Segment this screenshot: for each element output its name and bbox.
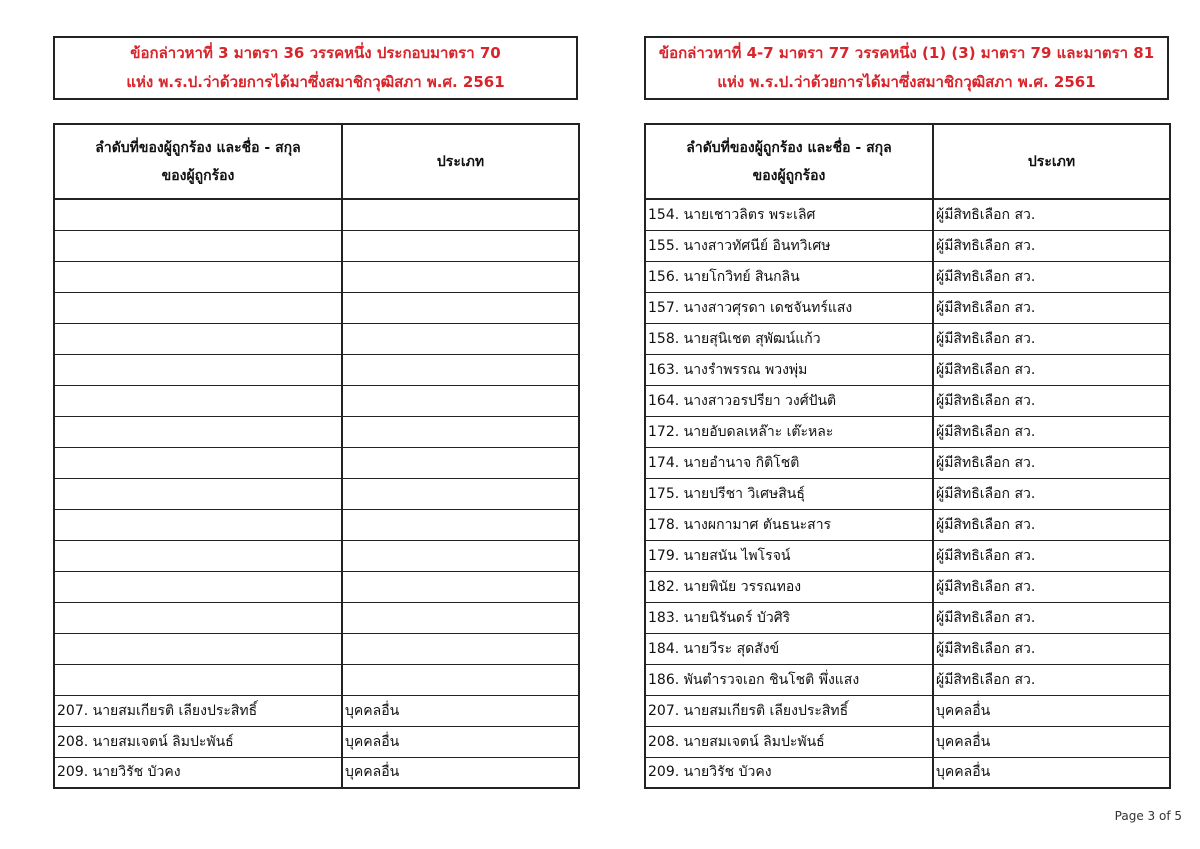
- left-title-line1: ข้อกล่าวหาที่ 3 มาตรา 36 วรรคหนึ่ง ประกอบมาตรา 70: [130, 44, 501, 62]
- table-row: [54, 323, 579, 354]
- table-row: [645, 323, 1170, 354]
- respondent-name-cell: [54, 292, 342, 323]
- header-name-line1: ลำดับที่ของผู้ถูกร้อง และชื่อ - สกุล: [95, 139, 301, 156]
- table-row: [645, 540, 1170, 571]
- respondent-type-cell: ผู้มีสิทธิเลือก สว.: [933, 230, 1170, 261]
- respondent-type-cell: ผู้มีสิทธิเลือก สว.: [933, 416, 1170, 447]
- table-row: [645, 602, 1170, 633]
- respondent-type-cell: บุคคลอื่น: [342, 695, 579, 726]
- respondent-type-cell: บุคคลอื่น: [933, 757, 1170, 788]
- table-row: [645, 571, 1170, 602]
- respondent-type-cell: [342, 199, 579, 230]
- respondent-type-cell: ผู้มีสิทธิเลือก สว.: [933, 602, 1170, 633]
- table-header-row: [645, 124, 1170, 199]
- respondent-type-cell: [342, 633, 579, 664]
- respondent-type-cell: ผู้มีสิทธิเลือก สว.: [933, 385, 1170, 416]
- respondent-name-cell: [54, 478, 342, 509]
- table-row: [54, 199, 579, 230]
- respondent-name-cell: 179. นายสนัน ไพโรจน์: [645, 540, 933, 571]
- table-row: [54, 571, 579, 602]
- table-row: [645, 757, 1170, 788]
- table-row: [54, 292, 579, 323]
- respondent-type-cell: บุคคลอื่น: [342, 726, 579, 757]
- respondent-name-cell: 208. นายสมเจตน์ ลิมปะพันธ์: [54, 726, 342, 757]
- table-row: [54, 261, 579, 292]
- respondent-type-cell: ผู้มีสิทธิเลือก สว.: [933, 633, 1170, 664]
- table-row: [54, 416, 579, 447]
- respondent-type-cell: [342, 509, 579, 540]
- respondent-type-cell: ผู้มีสิทธิเลือก สว.: [933, 571, 1170, 602]
- respondent-name-cell: [54, 323, 342, 354]
- table-row: [54, 354, 579, 385]
- respondent-name-cell: 207. นายสมเกียรติ เลียงประสิทธิ์: [645, 695, 933, 726]
- page-number: Page 3 of 5: [1114, 809, 1182, 823]
- table-row: [54, 664, 579, 695]
- table-row: [54, 447, 579, 478]
- header-name-column: [54, 124, 342, 199]
- respondent-name-cell: 155. นางสาวทัศนีย์ อินทวิเศษ: [645, 230, 933, 261]
- respondent-type-cell: [342, 664, 579, 695]
- right-title-line1: ข้อกล่าวหาที่ 4-7 มาตรา 77 วรรคหนึ่ง (1) (3) มาตรา 79 และมาตรา 81: [658, 44, 1155, 62]
- table-row: [54, 726, 579, 757]
- respondent-name-cell: 186. พันตำรวจเอก ชินโชติ พึ่งแสง: [645, 664, 933, 695]
- respondent-name-cell: 209. นายวิรัช บัวคง: [645, 757, 933, 788]
- respondent-name-cell: [54, 509, 342, 540]
- respondent-type-cell: [342, 478, 579, 509]
- respondent-name-cell: 208. นายสมเจตน์ ลิมปะพันธ์: [645, 726, 933, 757]
- header-type-column: ประเภท: [342, 124, 579, 199]
- respondent-type-cell: [342, 602, 579, 633]
- table-row: [54, 385, 579, 416]
- table-row: [645, 695, 1170, 726]
- respondent-type-cell: ผู้มีสิทธิเลือก สว.: [933, 292, 1170, 323]
- left-respondent-table: [53, 123, 580, 789]
- left-allegation-title: [53, 36, 578, 100]
- table-row: [645, 292, 1170, 323]
- table-row: [645, 354, 1170, 385]
- respondent-name-cell: [54, 571, 342, 602]
- table-row: [645, 261, 1170, 292]
- respondent-name-cell: 158. นายสุนิเชต สุพัฒน์แก้ว: [645, 323, 933, 354]
- respondent-type-cell: บุคคลอื่น: [933, 726, 1170, 757]
- respondent-type-cell: [342, 323, 579, 354]
- respondent-name-cell: 157. นางสาวศุรดา เดชจันทร์แสง: [645, 292, 933, 323]
- right-allegation-title: [644, 36, 1169, 100]
- respondent-name-cell: 174. นายอำนาจ กิติโชติ: [645, 447, 933, 478]
- table-row: [645, 416, 1170, 447]
- table-row: [645, 199, 1170, 230]
- respondent-type-cell: บุคคลอื่น: [933, 695, 1170, 726]
- respondent-type-cell: [342, 416, 579, 447]
- respondent-name-cell: 172. นายอับดลเหล๊าะ เต๊ะหละ: [645, 416, 933, 447]
- respondent-name-cell: [54, 261, 342, 292]
- respondent-name-cell: [54, 633, 342, 664]
- respondent-type-cell: [342, 292, 579, 323]
- table-row: [645, 726, 1170, 757]
- respondent-type-cell: ผู้มีสิทธิเลือก สว.: [933, 323, 1170, 354]
- respondent-name-cell: 154. นายเชาวลิตร พระเลิศ: [645, 199, 933, 230]
- respondent-name-cell: 184. นายวีระ สุดสังข์: [645, 633, 933, 664]
- respondent-type-cell: ผู้มีสิทธิเลือก สว.: [933, 447, 1170, 478]
- respondent-name-cell: 156. นายโกวิทย์ สินกลิน: [645, 261, 933, 292]
- table-row: [54, 540, 579, 571]
- respondent-type-cell: [342, 540, 579, 571]
- respondent-name-cell: [54, 230, 342, 261]
- respondent-name-cell: 178. นางผกามาศ ตันธนะสาร: [645, 509, 933, 540]
- right-respondent-table: [644, 123, 1171, 789]
- header-name-column: [645, 124, 933, 199]
- respondent-type-cell: ผู้มีสิทธิเลือก สว.: [933, 261, 1170, 292]
- header-type-column: ประเภท: [933, 124, 1170, 199]
- respondent-type-cell: [342, 261, 579, 292]
- respondent-name-cell: [54, 354, 342, 385]
- table-row: [645, 664, 1170, 695]
- header-name-line1: ลำดับที่ของผู้ถูกร้อง และชื่อ - สกุล: [686, 139, 892, 156]
- table-row: [54, 509, 579, 540]
- respondent-type-cell: ผู้มีสิทธิเลือก สว.: [933, 478, 1170, 509]
- respondent-type-cell: [342, 385, 579, 416]
- table-row: [54, 602, 579, 633]
- respondent-name-cell: 183. นายนิรันดร์ บัวศิริ: [645, 602, 933, 633]
- respondent-name-cell: [54, 664, 342, 695]
- table-row: [645, 447, 1170, 478]
- respondent-name-cell: [54, 602, 342, 633]
- respondent-type-cell: [342, 354, 579, 385]
- respondent-type-cell: ผู้มีสิทธิเลือก สว.: [933, 540, 1170, 571]
- respondent-name-cell: 207. นายสมเกียรติ เลียงประสิทธิ์: [54, 695, 342, 726]
- header-name-line2: ของผู้ถูกร้อง: [752, 167, 826, 184]
- respondent-name-cell: [54, 540, 342, 571]
- table-row: [645, 509, 1170, 540]
- right-title-line2: แห่ง พ.ร.ป.ว่าด้วยการได้มาซึ่งสมาชิกวุฒิสภา พ.ศ. 2561: [717, 73, 1096, 91]
- respondent-type-cell: ผู้มีสิทธิเลือก สว.: [933, 509, 1170, 540]
- respondent-name-cell: 209. นายวิรัช บัวคง: [54, 757, 342, 788]
- table-row: [54, 633, 579, 664]
- table-row: [54, 478, 579, 509]
- respondent-type-cell: ผู้มีสิทธิเลือก สว.: [933, 199, 1170, 230]
- left-title-line2: แห่ง พ.ร.ป.ว่าด้วยการได้มาซึ่งสมาชิกวุฒิสภา พ.ศ. 2561: [126, 73, 505, 91]
- table-row: [645, 633, 1170, 664]
- respondent-name-cell: 164. นางสาวอรปรียา วงศ์ปันติ: [645, 385, 933, 416]
- respondent-name-cell: 182. นายพินัย วรรณทอง: [645, 571, 933, 602]
- respondent-type-cell: ผู้มีสิทธิเลือก สว.: [933, 664, 1170, 695]
- table-row: [54, 757, 579, 788]
- respondent-type-cell: [342, 230, 579, 261]
- respondent-name-cell: 163. นางรำพรรณ พวงพุ่ม: [645, 354, 933, 385]
- respondent-type-cell: ผู้มีสิทธิเลือก สว.: [933, 354, 1170, 385]
- table-row: [645, 478, 1170, 509]
- table-header-row: [54, 124, 579, 199]
- header-name-line2: ของผู้ถูกร้อง: [161, 167, 235, 184]
- table-row: [645, 385, 1170, 416]
- respondent-name-cell: [54, 199, 342, 230]
- respondent-name-cell: 175. นายปรีชา วิเศษสินธุ์: [645, 478, 933, 509]
- respondent-name-cell: [54, 385, 342, 416]
- table-row: [54, 230, 579, 261]
- respondent-name-cell: [54, 447, 342, 478]
- respondent-type-cell: [342, 571, 579, 602]
- table-row: [54, 695, 579, 726]
- respondent-name-cell: [54, 416, 342, 447]
- respondent-type-cell: บุคคลอื่น: [342, 757, 579, 788]
- table-row: [645, 230, 1170, 261]
- respondent-type-cell: [342, 447, 579, 478]
